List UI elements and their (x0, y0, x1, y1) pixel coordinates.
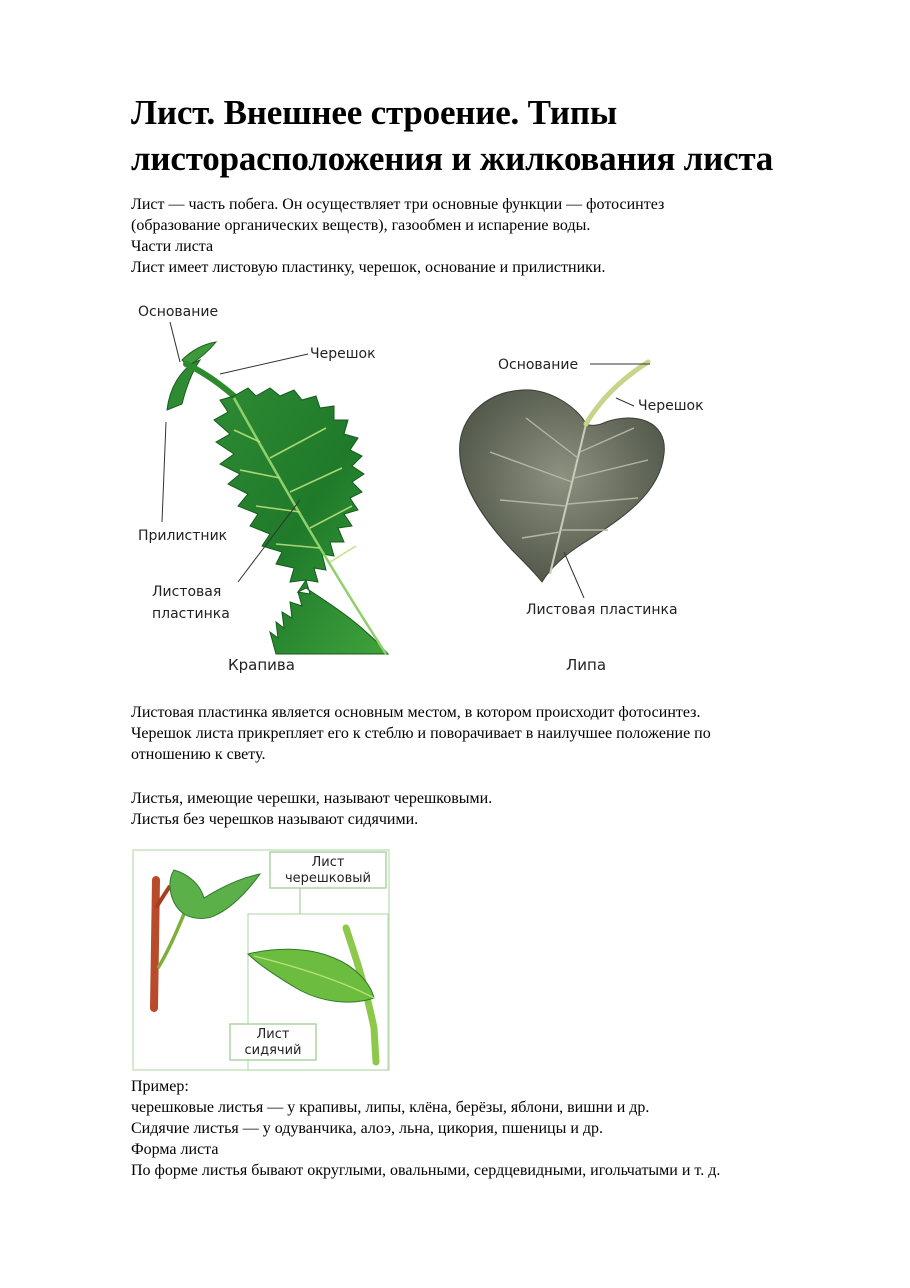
linden-label-base: Основание (498, 357, 579, 373)
nettle-label-petiole: Черешок (310, 346, 376, 362)
nettle-label-stipule: Прилистник (138, 528, 228, 544)
page-title: Лист. Внешнее строение. Типы листорасположения и жилкования листа (131, 93, 774, 178)
text-line: Листья без черешков называют сидячими. (131, 811, 419, 828)
text-line: отношению к свету. (131, 746, 266, 763)
linden-leaf-illustration (460, 362, 665, 582)
petiolate-sessile-paragraph (131, 788, 831, 830)
linden-label-petiole: Черешок (638, 398, 704, 414)
text-line: Сидячие листья — у одуванчика, алоэ, льна, цикория, пшеницы и др. (131, 1120, 604, 1137)
petiolate-sessile-figure (130, 848, 395, 1074)
blade-petiole-paragraph (131, 702, 831, 765)
section-heading-leaf-parts: Части листа (131, 238, 214, 255)
leaf-parts-figure (130, 292, 710, 682)
nettle-label-blade: пластинка (152, 606, 230, 622)
intro-paragraph (131, 194, 831, 278)
nettle-caption: Крапива (228, 656, 295, 674)
petiolate-label-line: Лист (311, 855, 345, 870)
examples-paragraph (131, 1076, 831, 1181)
intro-line: Лист — часть побега. Он осуществляет три основные функции — фотосинтез (131, 196, 665, 213)
linden-label-blade: Листовая пластинка (526, 602, 678, 618)
nettle-label-base: Основание (138, 304, 219, 320)
label-sessile-leaf (230, 1024, 316, 1060)
intro-line: Лист имеет листовую пластинку, черешок, основание и прилистники. (131, 259, 606, 276)
text-line: Листовая пластинка является основным местом, в котором происходит фотосинтез. (131, 704, 701, 721)
text-line: Пример: (131, 1078, 189, 1095)
text-line: Черешок листа прикрепляет его к стеблю и поворачивает в наилучшее положение по (131, 725, 711, 742)
text-line: По форме листья бывают округлыми, овальными, сердцевидными, игольчатыми и т. д. (131, 1162, 721, 1179)
section-heading-leaf-shape: Форма листа (131, 1141, 219, 1158)
linden-caption: Липа (566, 656, 607, 674)
intro-line: (образование органических веществ), газообмен и испарение воды. (131, 217, 591, 234)
nettle-label-blade: Листовая (152, 584, 222, 600)
sessile-label-line: сидячий (244, 1043, 302, 1058)
text-line: Листья, имеющие черешки, называют черешковыми. (131, 790, 493, 807)
text-line: черешковые листья — у крапивы, липы, клёна, берёзы, яблони, вишни и др. (131, 1099, 650, 1116)
petiolate-label-line: черешковый (284, 871, 372, 886)
sessile-label-line: Лист (256, 1027, 290, 1042)
